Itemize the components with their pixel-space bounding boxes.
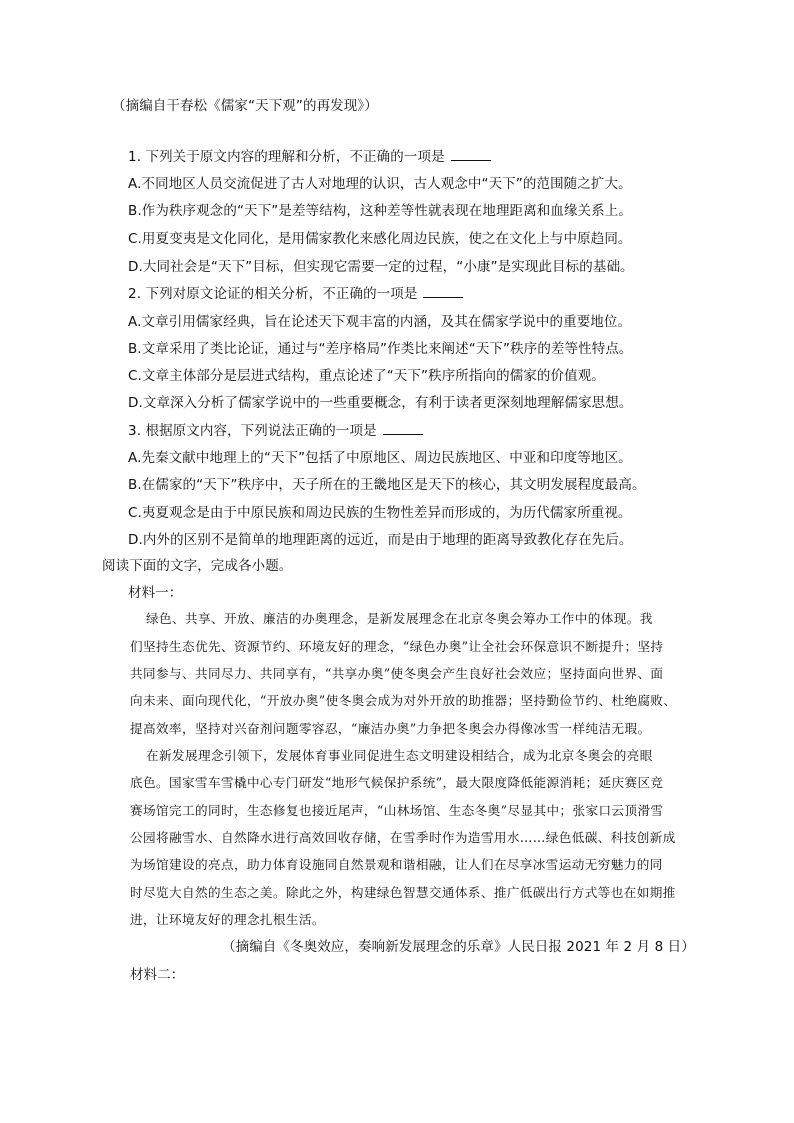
question-1-stem: 1. 下列关于原文内容的理解和分析，不正确的一项是: [128, 147, 491, 167]
question-1-option-a: A.不同地区人员交流促进了古人对地理的认识，古人观念中“天下”的范围随之扩大。: [128, 176, 632, 192]
material-1-p1-line: 提高效率，坚持对兴奋剂问题零容忍，“廉洁办奥”力争把冬奥会办得像冰雪一样纯洁无瑕。: [130, 721, 651, 736]
material-1-p2-line: 为场馆建设的亮点，助力体育设施同自然景观和谐相融，让人们在尽享冰雪运动无穷魅力的同: [130, 857, 663, 872]
question-3-stem: 3. 根据原文内容，下列说法正确的一项是: [128, 421, 423, 441]
question-2-option-b: B.文章采用了类比论证，通过与“差序格局”作类比来阐述“天下”秩序的差等性特点。: [128, 341, 633, 357]
answer-blank: [423, 285, 463, 298]
material-1-heading: 材料一：: [128, 585, 183, 601]
reading-instruction: 阅读下面的文字，完成各小题。: [102, 558, 293, 574]
material-2-heading: 材料二：: [130, 967, 185, 983]
material-1-p2-line: 时尽览大自然的生态之美。除此之外，构建绿色智慧交通体系、推广低碳出行方式等也在如期推: [130, 885, 676, 900]
material-1-p2-line: 在新发展理念引领下，发展体育事业同促进生态文明建设相结合，成为北京冬奥会的亮眼: [146, 748, 653, 763]
material-1-p2-line: 赛场馆完工的同时，生态修复也接近尾声，“山林场馆、生态冬奥”尽显其中；张家口云顶滑雪: [130, 803, 664, 818]
answer-blank: [451, 148, 491, 161]
material-1-p1-line: 共同参与、共同尽力、共同享有，“共享办奥”使冬奥会产生良好社会效应；坚持面向世界、面: [130, 666, 664, 681]
material-1-p2-line: 公园将融雪水、自然降水进行高效回收存储，在雪季时作为造雪用水……绿色低碳、科技创新成: [130, 830, 676, 845]
material-1-source: （摘编自《冬奥效应，奏响新发展理念的乐章》人民日报 2021 年 2 月 8 日）: [222, 939, 695, 955]
question-3-option-b: B.在儒家的“天下”秩序中，天子所在的王畿地区是天下的核心，其文明发展程度最高。: [128, 477, 646, 493]
question-1-option-c: C.用夏变夷是文化同化，是用儒家教化来感化周边民族，使之在文化上与中原趋同。: [128, 231, 632, 247]
material-1-p1-line: 们坚持生态优先、资源节约、环境友好的理念，“绿色办奥”让全社会环保意识不断提升；坚持: [130, 639, 664, 654]
source-citation-top: （摘编自干春松《儒家“天下观”的再发现》）: [112, 98, 378, 114]
question-3-option-d: D.内外的区别不是简单的地理距离的远近，而是由于地理的距离导致教化存在先后。: [128, 532, 633, 548]
material-1-p1-line: 绿色、共享、开放、廉洁的办奥理念，是新发展理念在北京冬奥会筹办工作中的体现。我: [146, 611, 653, 626]
question-2-option-c: C.文章主体部分是层进式结构，重点论述了“天下”秩序所指向的儒家的价值观。: [128, 368, 605, 384]
question-2-stem: 2. 下列对原文论证的相关分析，不正确的一项是: [128, 284, 463, 304]
question-3-option-a: A.先秦文献中地理上的“天下”包括了中原地区、周边民族地区、中亚和印度等地区。: [128, 450, 632, 466]
question-1-option-b: B.作为秩序观念的“天下”是差等结构，这种差等性就表现在地理距离和血缘关系上。: [128, 203, 632, 219]
material-1-p1-line: 向未来、面向现代化，“开放办奥”使冬奥会成为对外开放的助推器；坚持勤俭节约、杜绝腐败、: [130, 693, 677, 708]
answer-blank: [383, 422, 423, 435]
material-1-p2-line: 底色。国家雪车雪橇中心专门研发“地形气候保护系统”，最大限度降低能源消耗；延庆赛区竞: [130, 775, 664, 790]
material-1-p2-line: 进，让环境友好的理念扎根生活。: [130, 912, 325, 927]
question-2-option-d: D.文章深入分析了儒家学说中的一些重要概念，有利于读者更深刻地理解儒家思想。: [128, 395, 633, 411]
question-2-option-a: A.文章引用儒家经典，旨在论述天下观丰富的内涵，及其在儒家学说中的重要地位。: [128, 314, 632, 330]
question-3-option-c: C.夷夏观念是由于中原民族和周边民族的生物性差异而形成的，为历代儒家所重视。: [128, 505, 632, 521]
question-1-option-d: D.大同社会是“天下”目标，但实现它需要一定的过程，“小康”是实现此目标的基础。: [128, 259, 634, 275]
